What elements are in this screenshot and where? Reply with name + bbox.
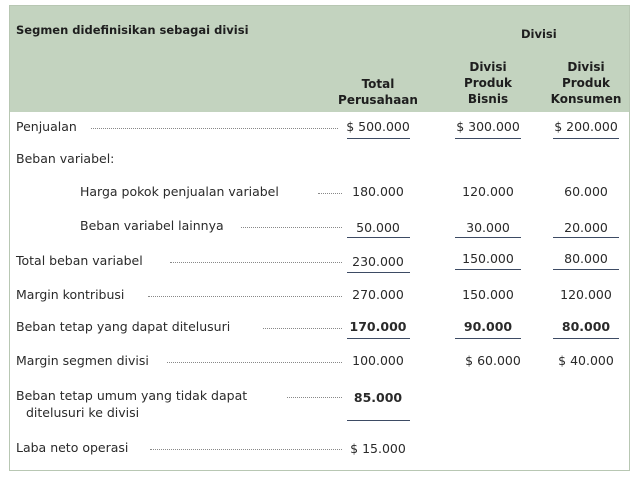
cell-total: 270.000	[352, 287, 404, 302]
leader-dots	[148, 296, 342, 297]
leader-dots	[170, 262, 342, 263]
cell-konsumen: 80.000	[561, 319, 611, 334]
cell-bisnis: $ 60.000	[465, 353, 521, 368]
row-penjualan: Penjualan	[16, 119, 77, 134]
underline	[347, 420, 410, 421]
row-laba-neto: Laba neto operasi	[16, 440, 129, 455]
leader-dots	[150, 449, 342, 450]
cell-total: 180.000	[352, 184, 404, 199]
underline	[347, 138, 410, 139]
cell-total: 50.000	[356, 220, 400, 235]
cell-bisnis: 150.000	[462, 251, 514, 266]
underline	[347, 237, 410, 238]
cell-bisnis: 150.000	[462, 287, 514, 302]
cell-total: 85.000	[353, 390, 403, 405]
row-beban-variabel: Beban variabel:	[16, 151, 115, 166]
row-margin-segmen: Margin segmen divisi	[16, 353, 149, 368]
cell-bisnis: 90.000	[463, 319, 513, 334]
row-total-beban-variabel: Total beban variabel	[16, 253, 143, 268]
leader-dots	[263, 328, 342, 329]
row-hpp-variabel: Harga pokok penjualan variabel	[80, 184, 279, 199]
col-header-bisnis: Divisi Produk Bisnis	[463, 60, 513, 106]
cell-konsumen: $ 200.000	[554, 119, 618, 134]
row-beban-tetap-umum: Beban tetap umum yang tidak dapat	[16, 388, 248, 403]
leader-dots	[167, 362, 342, 363]
row-beban-tetap-ditelusuri: Beban tetap yang dapat ditelusuri	[16, 319, 231, 334]
underline	[455, 338, 521, 339]
col-header-total: Total Perusahaan	[338, 77, 418, 107]
cell-bisnis: 120.000	[462, 184, 514, 199]
underline	[347, 338, 410, 339]
underline	[455, 237, 521, 238]
cell-total: 100.000	[352, 353, 404, 368]
cell-total: $ 15.000	[350, 441, 406, 456]
underline	[553, 338, 619, 339]
underline	[455, 269, 521, 270]
cell-bisnis: $ 300.000	[456, 119, 520, 134]
cell-bisnis: 30.000	[466, 220, 510, 235]
leader-dots	[287, 397, 342, 398]
row-beban-tetap-umum-line2: ditelusuri ke divisi	[26, 405, 140, 420]
underline	[553, 138, 619, 139]
underline	[553, 237, 619, 238]
cell-konsumen: 120.000	[560, 287, 612, 302]
header-group-divisi: Divisi	[521, 27, 557, 41]
cell-konsumen: $ 40.000	[558, 353, 614, 368]
underline	[455, 138, 521, 139]
row-margin-kontribusi: Margin kontribusi	[16, 287, 125, 302]
cell-konsumen: 80.000	[564, 251, 608, 266]
leader-dots	[241, 227, 342, 228]
underline	[347, 272, 410, 273]
cell-total: $ 500.000	[346, 119, 410, 134]
cell-konsumen: 60.000	[564, 184, 608, 199]
cell-konsumen: 20.000	[564, 220, 608, 235]
underline	[553, 269, 619, 270]
cell-total: 170.000	[349, 319, 407, 334]
col-header-konsumen: Divisi Produk Konsumen	[550, 60, 622, 106]
cell-total: 230.000	[352, 254, 404, 269]
header-title: Segmen didefinisikan sebagai divisi	[16, 23, 249, 37]
leader-dots	[91, 128, 338, 129]
row-beban-variabel-lainnya: Beban variabel lainnya	[80, 218, 224, 233]
